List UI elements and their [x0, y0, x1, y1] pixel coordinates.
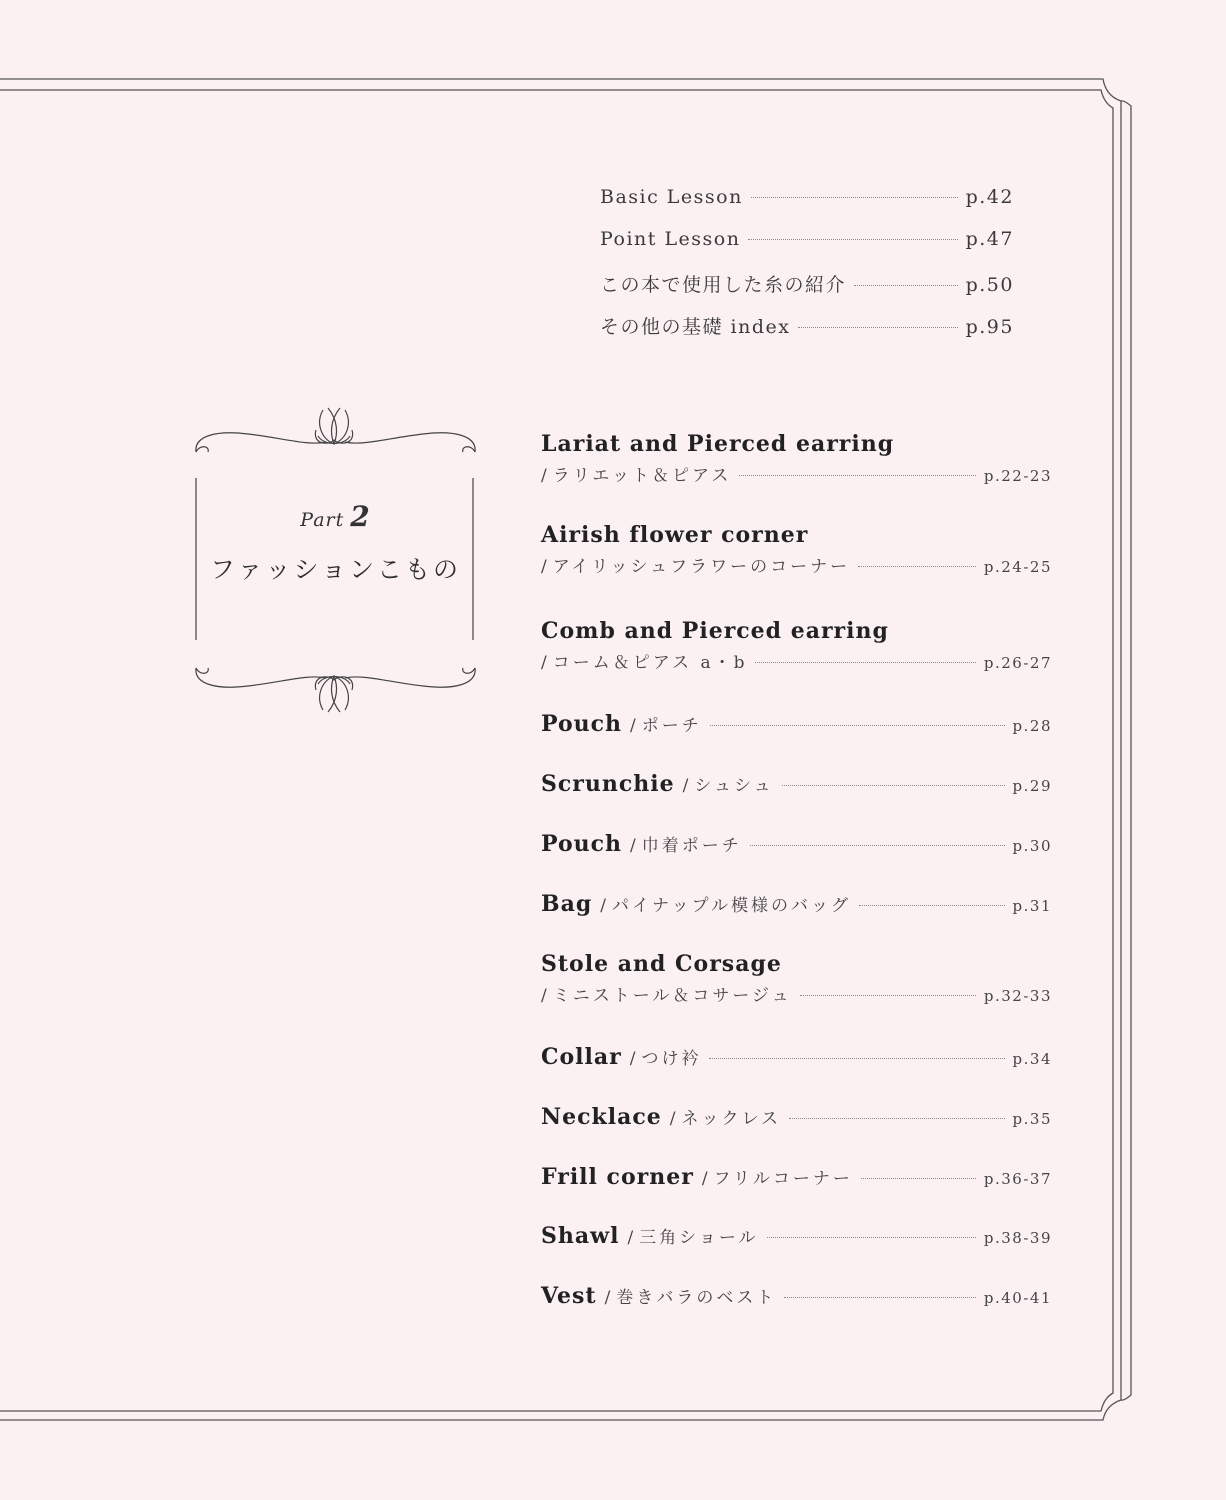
entry-separator: /	[629, 1049, 636, 1069]
leader-dots	[859, 905, 1005, 906]
entry-page: p.40-41	[983, 1289, 1052, 1307]
entry-page: p.22-23	[983, 467, 1052, 485]
entry-title-jp: ネックレス	[681, 1109, 781, 1129]
entry-page: p.35	[1012, 1110, 1052, 1128]
leader-dots	[800, 995, 976, 996]
lesson-item[interactable]	[600, 228, 1014, 258]
lesson-label: この本で使用した糸の紹介	[600, 274, 847, 296]
entry-page: p.38-39	[983, 1229, 1052, 1247]
entry-title-en: Stole and Corsage	[541, 951, 782, 977]
part-word: Part	[300, 509, 345, 531]
toc-entry[interactable]	[541, 831, 1052, 857]
leader-dots	[750, 845, 1005, 846]
entry-page: p.30	[1012, 837, 1052, 855]
lesson-label: Basic Lesson	[600, 186, 743, 208]
toc-entry[interactable]	[541, 431, 1052, 486]
leader-dots	[782, 785, 1005, 786]
part-number: 2	[350, 500, 371, 533]
entry-title-en: Bag	[541, 891, 593, 917]
entry-page: p.29	[1012, 777, 1052, 795]
entry-separator: /	[541, 557, 547, 577]
entry-title-jp: 巾着ポーチ	[641, 836, 742, 856]
part-number-label	[188, 500, 483, 533]
toc-entry[interactable]	[541, 891, 1052, 917]
entry-title-jp: ミニストール＆コサージュ	[552, 986, 792, 1006]
toc-entry[interactable]	[541, 1164, 1052, 1190]
entry-separator: /	[600, 896, 606, 916]
leader-dots	[755, 662, 975, 663]
entry-separator: /	[541, 653, 547, 673]
part-title: ファッションこもの	[209, 555, 461, 584]
entry-separator: /	[604, 1288, 611, 1308]
leader-dots	[858, 566, 976, 567]
entry-separator: /	[682, 776, 689, 796]
entry-title-en: Necklace	[541, 1104, 662, 1130]
leader-dots	[739, 475, 976, 476]
leader-dots	[854, 285, 958, 286]
entry-title-en: Frill corner	[541, 1164, 694, 1190]
lesson-page: p.47	[965, 228, 1014, 250]
entry-separator: /	[630, 716, 636, 736]
lesson-page: p.42	[965, 186, 1014, 208]
leader-dots	[748, 239, 957, 240]
entry-title-jp: ポーチ	[641, 716, 702, 736]
entry-title-en: Collar	[541, 1044, 622, 1070]
lesson-item[interactable]	[600, 312, 1014, 342]
entry-title-en: Pouch	[541, 831, 623, 857]
entry-page: p.36-37	[983, 1170, 1052, 1188]
lesson-page: p.95	[965, 316, 1014, 338]
toc-entry[interactable]	[541, 522, 1052, 577]
entry-title-jp: フリルコーナー	[713, 1169, 853, 1189]
entry-title-jp: パイナップル模様のバッグ	[611, 896, 851, 916]
entry-title-jp: 三角ショール	[639, 1228, 759, 1248]
lesson-page: p.50	[965, 274, 1014, 296]
entry-page: p.34	[1012, 1050, 1052, 1068]
entry-page: p.26-27	[983, 654, 1052, 672]
entry-title-en: Scrunchie	[541, 771, 675, 797]
lesson-label: Point Lesson	[600, 228, 741, 250]
entry-separator: /	[630, 836, 636, 856]
part-panel	[188, 400, 483, 720]
toc-entry[interactable]	[541, 618, 1052, 673]
toc-entry[interactable]	[541, 1104, 1052, 1130]
leader-dots	[789, 1118, 1005, 1119]
leader-dots	[767, 1237, 976, 1238]
lesson-label: その他の基礎 index	[600, 316, 791, 338]
entry-page: p.32-33	[983, 987, 1052, 1005]
leader-dots	[861, 1178, 976, 1179]
leader-dots	[751, 197, 958, 198]
entry-separator: /	[627, 1228, 634, 1248]
entry-separator: /	[541, 986, 547, 1006]
entry-title-en: Pouch	[541, 711, 623, 737]
entry-title-jp: 巻きバラのベスト	[616, 1288, 777, 1308]
entry-page: p.24-25	[983, 558, 1052, 576]
entry-separator: /	[701, 1169, 708, 1189]
entry-title-jp: アイリッシュフラワーのコーナー	[552, 557, 851, 577]
entry-title-en: Vest	[541, 1283, 597, 1309]
entry-title-en: Airish flower corner	[541, 522, 809, 548]
toc-entry[interactable]	[541, 711, 1052, 737]
lesson-item[interactable]	[600, 270, 1014, 300]
entry-title-jp: シュシュ	[694, 776, 774, 796]
lesson-item[interactable]	[600, 186, 1014, 216]
entry-separator: /	[541, 466, 547, 486]
toc-entry[interactable]	[541, 1223, 1052, 1249]
entry-title-jp: ラリエット＆ピアス	[552, 466, 732, 486]
entry-title-jp: コーム＆ピアス a・b	[552, 653, 748, 673]
toc-entry[interactable]	[541, 1283, 1052, 1309]
leader-dots	[798, 327, 957, 328]
toc-entry[interactable]	[541, 951, 1052, 1006]
leader-dots	[710, 725, 1005, 726]
leader-dots	[709, 1058, 1004, 1059]
toc-entry[interactable]	[541, 1044, 1052, 1070]
entry-title-jp: つけ衿	[641, 1049, 702, 1069]
entry-title-en: Lariat and Pierced earring	[541, 431, 895, 457]
entry-page: p.28	[1012, 717, 1052, 735]
entry-page: p.31	[1012, 897, 1052, 915]
entry-separator: /	[669, 1109, 676, 1129]
toc-entry[interactable]	[541, 771, 1052, 797]
entry-title-en: Comb and Pierced earring	[541, 618, 889, 644]
entry-title-en: Shawl	[541, 1223, 620, 1249]
leader-dots	[784, 1297, 976, 1298]
